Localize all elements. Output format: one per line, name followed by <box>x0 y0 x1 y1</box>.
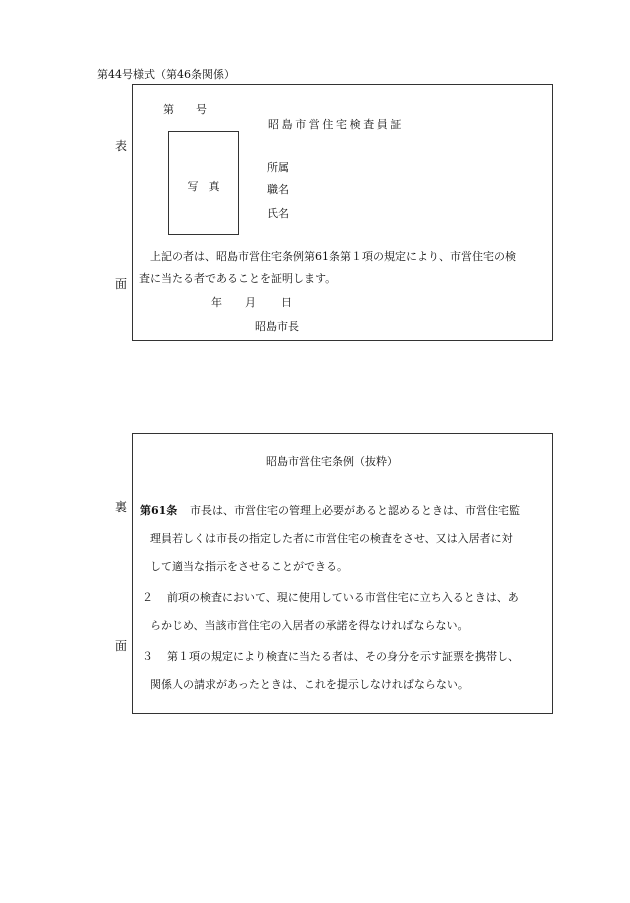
paragraph-3-line-1: 第１項の規定により検査に当たる者は、その身分を示す証票を携帯し、 <box>167 650 519 663</box>
statement-line-2: 査に当たる者であることを証明します。 <box>139 272 337 285</box>
paragraph-2-number: ２ <box>142 591 153 604</box>
certificate-number: 第 号 <box>163 103 207 116</box>
issuer: 昭島市長 <box>255 320 299 333</box>
back-side-label-bottom: 面 <box>115 639 128 653</box>
paragraph-3-number: ３ <box>142 650 153 663</box>
date-day-label: 日 <box>281 296 292 309</box>
article-line-1: 市長は、市営住宅の管理上必要があると認めるときは、市営住宅監 <box>190 504 520 517</box>
front-side-label-bottom: 面 <box>115 277 128 291</box>
front-side-label-top: 表 <box>115 139 128 153</box>
back-card <box>132 433 553 714</box>
article-label: 第61条 <box>140 504 178 517</box>
ordinance-title: 昭島市営住宅条例（抜粋） <box>266 455 398 468</box>
article-line-3: して適当な指示をさせることができる。 <box>150 560 348 573</box>
affiliation-label: 所属 <box>267 161 289 174</box>
form-title: 第44号様式（第46条関係） <box>97 68 235 81</box>
name-label: 氏名 <box>267 207 289 220</box>
position-label: 職名 <box>267 183 289 196</box>
front-card <box>132 84 553 341</box>
photo-box <box>168 131 239 235</box>
paragraph-2-line-1: 前項の検査において、現に使用している市営住宅に立ち入るときは、あ <box>167 591 519 604</box>
back-side-label-top: 裏 <box>115 500 128 514</box>
paragraph-2-line-2: らかじめ、当該市営住宅の入居者の承諾を得なければならない。 <box>150 619 469 632</box>
photo-label: 写真 <box>187 180 230 193</box>
statement-line-1: 上記の者は、昭島市営住宅条例第61条第１項の規定により、市営住宅の検 <box>150 250 516 263</box>
date-year-label: 年 <box>211 296 222 309</box>
paragraph-3-line-2: 関係人の請求があったときは、これを提示しなければならない。 <box>150 678 469 691</box>
article-line-2: 理員若しくは市長の指定した者に市営住宅の検査をさせ、又は入居者に対 <box>150 532 513 545</box>
certificate-title: 昭島市営住宅検査員証 <box>268 118 404 131</box>
date-month-label: 月 <box>245 296 256 309</box>
